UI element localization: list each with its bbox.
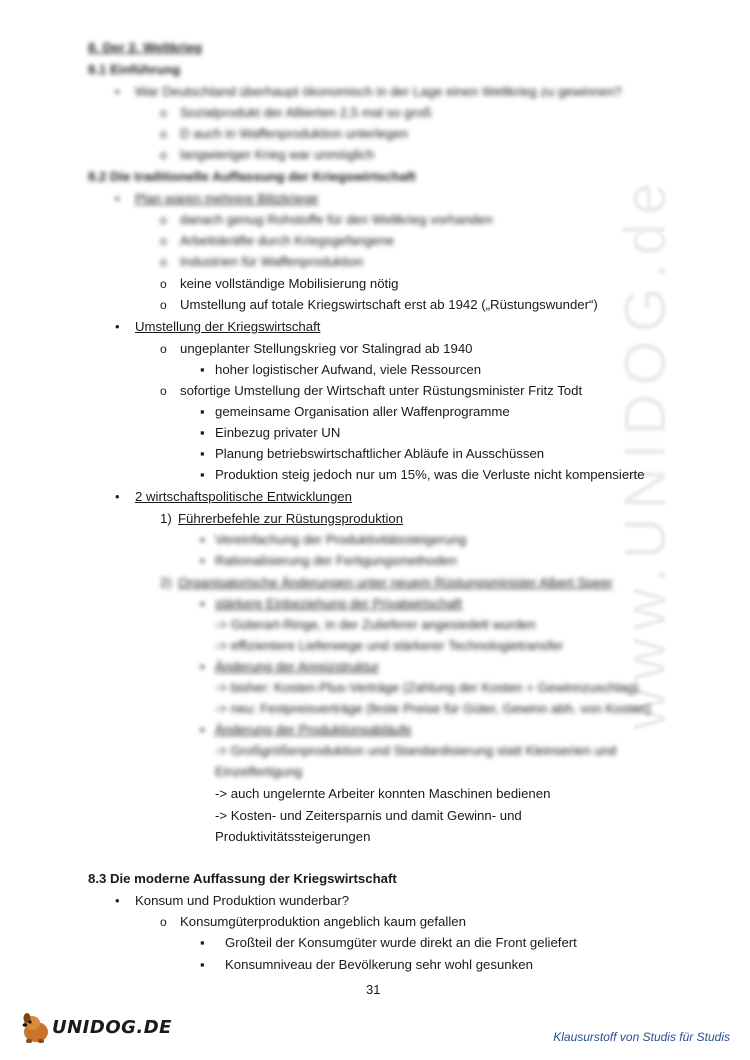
bullet-square-icon	[200, 956, 205, 974]
bullet-circle-icon	[160, 913, 167, 931]
bullet-circle-icon	[160, 253, 167, 271]
bullet-circle-icon	[160, 211, 167, 229]
bullet-circle-icon	[160, 125, 167, 143]
footer-tagline: Klausurstoff von Studis für Studis	[553, 1030, 730, 1044]
page-number: 31	[366, 982, 381, 997]
text-line: -> auch ungelernte Arbeiter konnten Maschinen bedienen	[215, 786, 551, 801]
bullet-dot-icon	[115, 318, 120, 336]
text-line: Konsum und Produktion wunderbar?	[135, 893, 350, 908]
bullet-circle-icon	[160, 146, 167, 164]
text-line: War Deutschland überhaupt ökonomisch in der Lage einen Weltkrieg zu gewinnen?	[135, 84, 622, 99]
bullet-square-icon	[200, 424, 205, 442]
text-line: Großteil der Konsumgüter wurde direkt an die Front geliefert	[225, 935, 577, 950]
bullet-circle-icon	[160, 275, 167, 293]
text-line: Änderung der Produktionsabläufe	[215, 722, 412, 737]
bullet-square-icon	[200, 934, 205, 952]
text-line: -> Großgrößenproduktion und Standardisierung statt Kleinserien und	[215, 743, 617, 758]
text-line: Sozialprodukt der Alliierten 2,5 mal so groß	[180, 105, 432, 120]
text-line: stärkere Einbeziehung der Privatwirtschaft	[215, 596, 463, 611]
text-line: Umstellung der Kriegswirtschaft	[135, 319, 321, 334]
bullet-square-icon	[200, 658, 205, 676]
text-line: D auch in Waffenproduktion unterlegen	[180, 126, 408, 141]
bullet-dot-icon	[115, 83, 120, 101]
text-line: Einbezug privater UN	[215, 425, 341, 440]
bullet-square-icon	[200, 552, 205, 570]
text-line: Produktion steig jedoch nur um 15%, was die Verluste nicht kompensierte	[215, 467, 645, 482]
section-heading: 8.1 Einführung	[88, 62, 181, 77]
bullet-circle-icon	[160, 104, 167, 122]
text-line: -> Kosten- und Zeitersparnis und damit Gewinn- und	[215, 808, 522, 823]
bullet-square-icon	[200, 721, 205, 739]
text-line: danach genug Rohstoffe für den Weltkrieg vorhanden	[180, 212, 493, 227]
bullet-dot-icon	[115, 190, 120, 208]
text-line: Produktivitätssteigerungen	[215, 829, 371, 844]
text-line: 2 wirtschaftspolitische Entwicklungen	[135, 489, 352, 504]
watermark: www.UNIDOG.de	[613, 174, 678, 730]
text-line: keine vollständige Mobilisierung nötig	[180, 276, 399, 291]
bullet-circle-icon	[160, 232, 167, 250]
list-number: 1)	[160, 511, 172, 526]
text-line: -> bisher: Kosten-Plus-Verträge (Zahlung der Kosten + Gewinnzuschlag)	[215, 680, 639, 695]
text-line: Umstellung auf totale Kriegswirtschaft erst ab 1942 („Rüstungswunder“)	[180, 297, 598, 312]
text-line: Organisatorische Änderungen unter neuem Rüstungsminister Albert Speer	[178, 575, 613, 590]
list-number: 2)	[160, 575, 172, 590]
text-line: Planung betriebswirtschaftlicher Abläufe in Ausschüssen	[215, 446, 545, 461]
bullet-square-icon	[200, 361, 205, 379]
text-line: langwieriger Krieg war unmöglich	[180, 147, 375, 162]
bullet-circle-icon	[160, 296, 167, 314]
bullet-circle-icon	[160, 382, 167, 400]
text-line: Vereinfachung der Produktivitätssteigerung	[215, 532, 467, 547]
section-heading: 8. Der 2. Weltkrieg	[88, 40, 203, 55]
text-line: hoher logistischer Aufwand, viele Ressourcen	[215, 362, 482, 377]
text-line: ungeplanter Stellungskrieg vor Stalingrad ab 1940	[180, 341, 473, 356]
text-line: Arbeitskräfte durch Kriegsgefangene	[180, 233, 395, 248]
text-line: gemeinsame Organisation aller Waffenprogramme	[215, 404, 510, 419]
bullet-dot-icon	[115, 488, 120, 506]
bullet-square-icon	[200, 595, 205, 613]
text-line: Industrien für Waffenproduktion	[180, 254, 364, 269]
text-line: -> Güterart-Ringe, in der Zulieferer angesiedelt wurden	[215, 617, 536, 632]
text-line: -> effizientere Lieferwege und stärkerer Technologietransfer	[215, 638, 564, 653]
section-heading: 8.3 Die moderne Auffassung der Kriegswirtschaft	[88, 871, 397, 886]
text-line: Konsumniveau der Bevölkerung sehr wohl gesunken	[225, 957, 533, 972]
text-line: sofortige Umstellung der Wirtschaft unter Rüstungsminister Fritz Todt	[180, 383, 583, 398]
section-heading: 8.2 Die traditionelle Auffassung der Kriegswirtschaft	[88, 169, 416, 184]
bullet-square-icon	[200, 466, 205, 484]
text-line: -> neu: Festpreisverträge (feste Preise für Güter, Gewinn abh. von Kosten)	[215, 701, 651, 716]
logo-text: UNIDOG.DE	[52, 1017, 172, 1038]
bullet-square-icon	[200, 403, 205, 421]
text-line: Konsumgüterproduktion angeblich kaum gefallen	[180, 914, 466, 929]
text-line: Führerbefehle zur Rüstungsproduktion	[178, 511, 404, 526]
bullet-square-icon	[200, 531, 205, 549]
text-line: Rationalisierung der Fertigungsmethoden	[215, 553, 457, 568]
text-line: Plan waren mehrere Blitzkriege	[135, 191, 319, 206]
bullet-dot-icon	[115, 892, 120, 910]
bullet-circle-icon	[160, 340, 167, 358]
bullet-square-icon	[200, 445, 205, 463]
text-line: Einzelfertigung	[215, 764, 303, 779]
text-line: Änderung der Anreizstruktur	[215, 659, 380, 674]
